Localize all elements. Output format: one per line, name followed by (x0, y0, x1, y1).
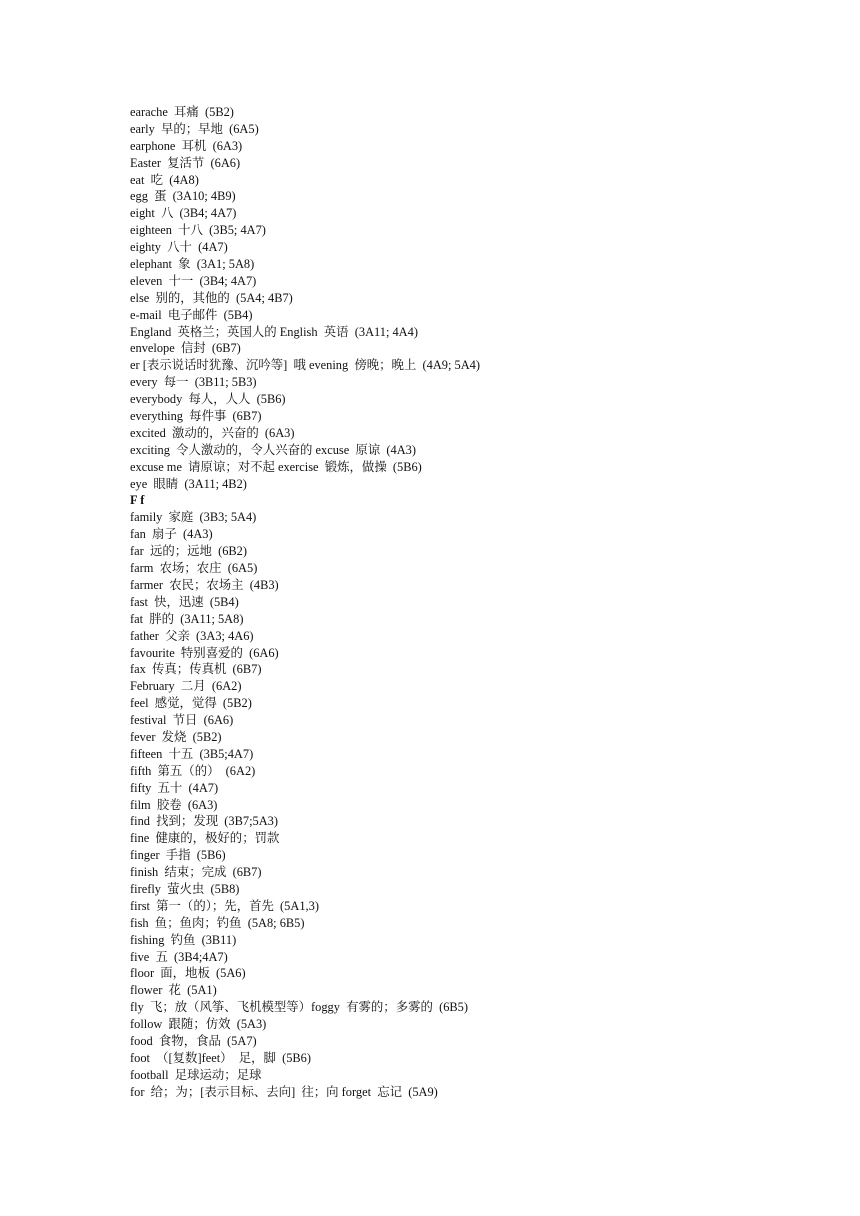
vocab-entry: everybody 每人，人人 (5B6) (130, 392, 286, 407)
vocab-entry: excited 激动的，兴奋的 (6A3) (130, 425, 295, 440)
vocab-entry: feel 感觉，觉得 (5B2) (130, 696, 252, 711)
vocab-entry: eighty 八十 (4A7) (130, 240, 228, 255)
vocab-entry: favourite 特别喜爱的 (6A6) (130, 645, 279, 660)
vocab-entry: fish 鱼；鱼肉；钓鱼 (5A8; 6B5) (130, 915, 305, 930)
vocab-entry: er [表示说话时犹豫、沉吟等] 哦 evening 傍晚；晚上 (4A9; 5A4) (130, 358, 480, 373)
vocab-entry: eat 吃 (4A8) (130, 172, 199, 187)
vocab-entry: England 英格兰；英国人的 English 英语 (3A11; 4A4) (130, 324, 418, 339)
vocab-entry: floor 面，地板 (5A6) (130, 966, 246, 981)
vocab-entry: fever 发烧 (5B2) (130, 729, 222, 744)
vocab-entry: fax 传真；传真机 (6B7) (130, 662, 262, 677)
vocab-entry: fifth 第五（的） (6A2) (130, 763, 256, 778)
vocab-entry: fine 健康的，极好的；罚款 (130, 831, 280, 846)
vocab-entry: firefly 萤火虫 (5B8) (130, 881, 240, 896)
vocab-entry: else 别的，其他的 (5A4; 4B7) (130, 290, 293, 305)
vocab-entry: fast 快，迅速 (5B4) (130, 594, 239, 609)
vocab-entry: earache 耳痛 (5B2) (130, 105, 234, 119)
vocab-entry: elephant 象 (3A1; 5A8) (130, 257, 255, 272)
vocab-entry: first 第一（的）；先，首先 (5A1,3) (130, 898, 319, 913)
vocab-entry: fat 胖的 (3A11; 5A8) (130, 611, 244, 626)
vocab-entry: envelope 信封 (6B7) (130, 341, 241, 356)
vocab-entry: far 远的；远地 (6B2) (130, 544, 248, 559)
vocab-entry: e-mail 电子邮件 (5B4) (130, 307, 253, 322)
vocab-entry: fishing 钓鱼 (3B11) (130, 932, 237, 947)
vocab-entry: farm 农场；农庄 (6A5) (130, 561, 258, 576)
vocab-entry: family 家庭 (3B3; 5A4) (130, 510, 257, 525)
vocab-entry: follow 跟随；仿效 (5A3) (130, 1017, 267, 1032)
vocab-entry: February 二月 (6A2) (130, 679, 242, 694)
vocab-entry: flower 花 (5A1) (130, 983, 217, 998)
vocab-entry: fly 飞；放（风筝、飞机模型等）foggy 有雾的；多雾的 (6B5) (130, 1000, 468, 1015)
vocabulary-list (130, 104, 830, 1101)
vocab-entry: egg 蛋 (3A10; 4B9) (130, 189, 236, 204)
vocab-entry: eight 八 (3B4; 4A7) (130, 206, 237, 221)
section-heading: F f (130, 493, 145, 508)
vocab-entry: football 足球运动；足球 (130, 1067, 262, 1082)
vocab-entry: finger 手指 (5B6) (130, 848, 226, 863)
vocab-entry: farmer 农民；农场主 (4B3) (130, 577, 279, 592)
vocab-entry: fifty 五十 (4A7) (130, 780, 219, 795)
vocab-entry: five 五 (3B4;4A7) (130, 949, 228, 964)
vocab-entry: earphone 耳机 (6A3) (130, 138, 243, 153)
vocab-entry: festival 节日 (6A6) (130, 713, 234, 728)
vocab-entry: fan 扇子 (4A3) (130, 527, 213, 542)
vocab-entry: foot （[复数]feet） 足，脚 (5B6) (130, 1050, 312, 1065)
vocab-entry: for 给；为；[表示目标、去向] 往；向 forget 忘记 (5A9) (130, 1084, 438, 1099)
vocab-entry: excuse me 请原谅；对不起 exercise 锻炼，做操 (5B6) (130, 459, 422, 474)
vocab-entry: fifteen 十五 (3B5;4A7) (130, 746, 254, 761)
vocab-entry: film 胶卷 (6A3) (130, 797, 218, 812)
vocab-entry: father 父亲 (3A3; 4A6) (130, 628, 254, 643)
vocab-entry: eleven 十一 (3B4; 4A7) (130, 273, 257, 288)
vocab-entry: Easter 复活节 (6A6) (130, 155, 241, 170)
vocab-entry: early 早的；早地 (6A5) (130, 121, 259, 136)
vocab-entry: eighteen 十八 (3B5; 4A7) (130, 223, 266, 238)
vocab-entry: find 找到；发现 (3B7;5A3) (130, 814, 278, 829)
vocab-entry: food 食物，食品 (5A7) (130, 1033, 257, 1048)
vocab-entry: every 每一 (3B11; 5B3) (130, 375, 257, 390)
vocab-entry: eye 眼睛 (3A11; 4B2) (130, 476, 247, 491)
vocab-entry: finish 结束；完成 (6B7) (130, 865, 262, 880)
vocab-entry: exciting 令人激动的，令人兴奋的 excuse 原谅 (4A3) (130, 442, 416, 457)
vocab-entry: everything 每件事 (6B7) (130, 409, 262, 424)
